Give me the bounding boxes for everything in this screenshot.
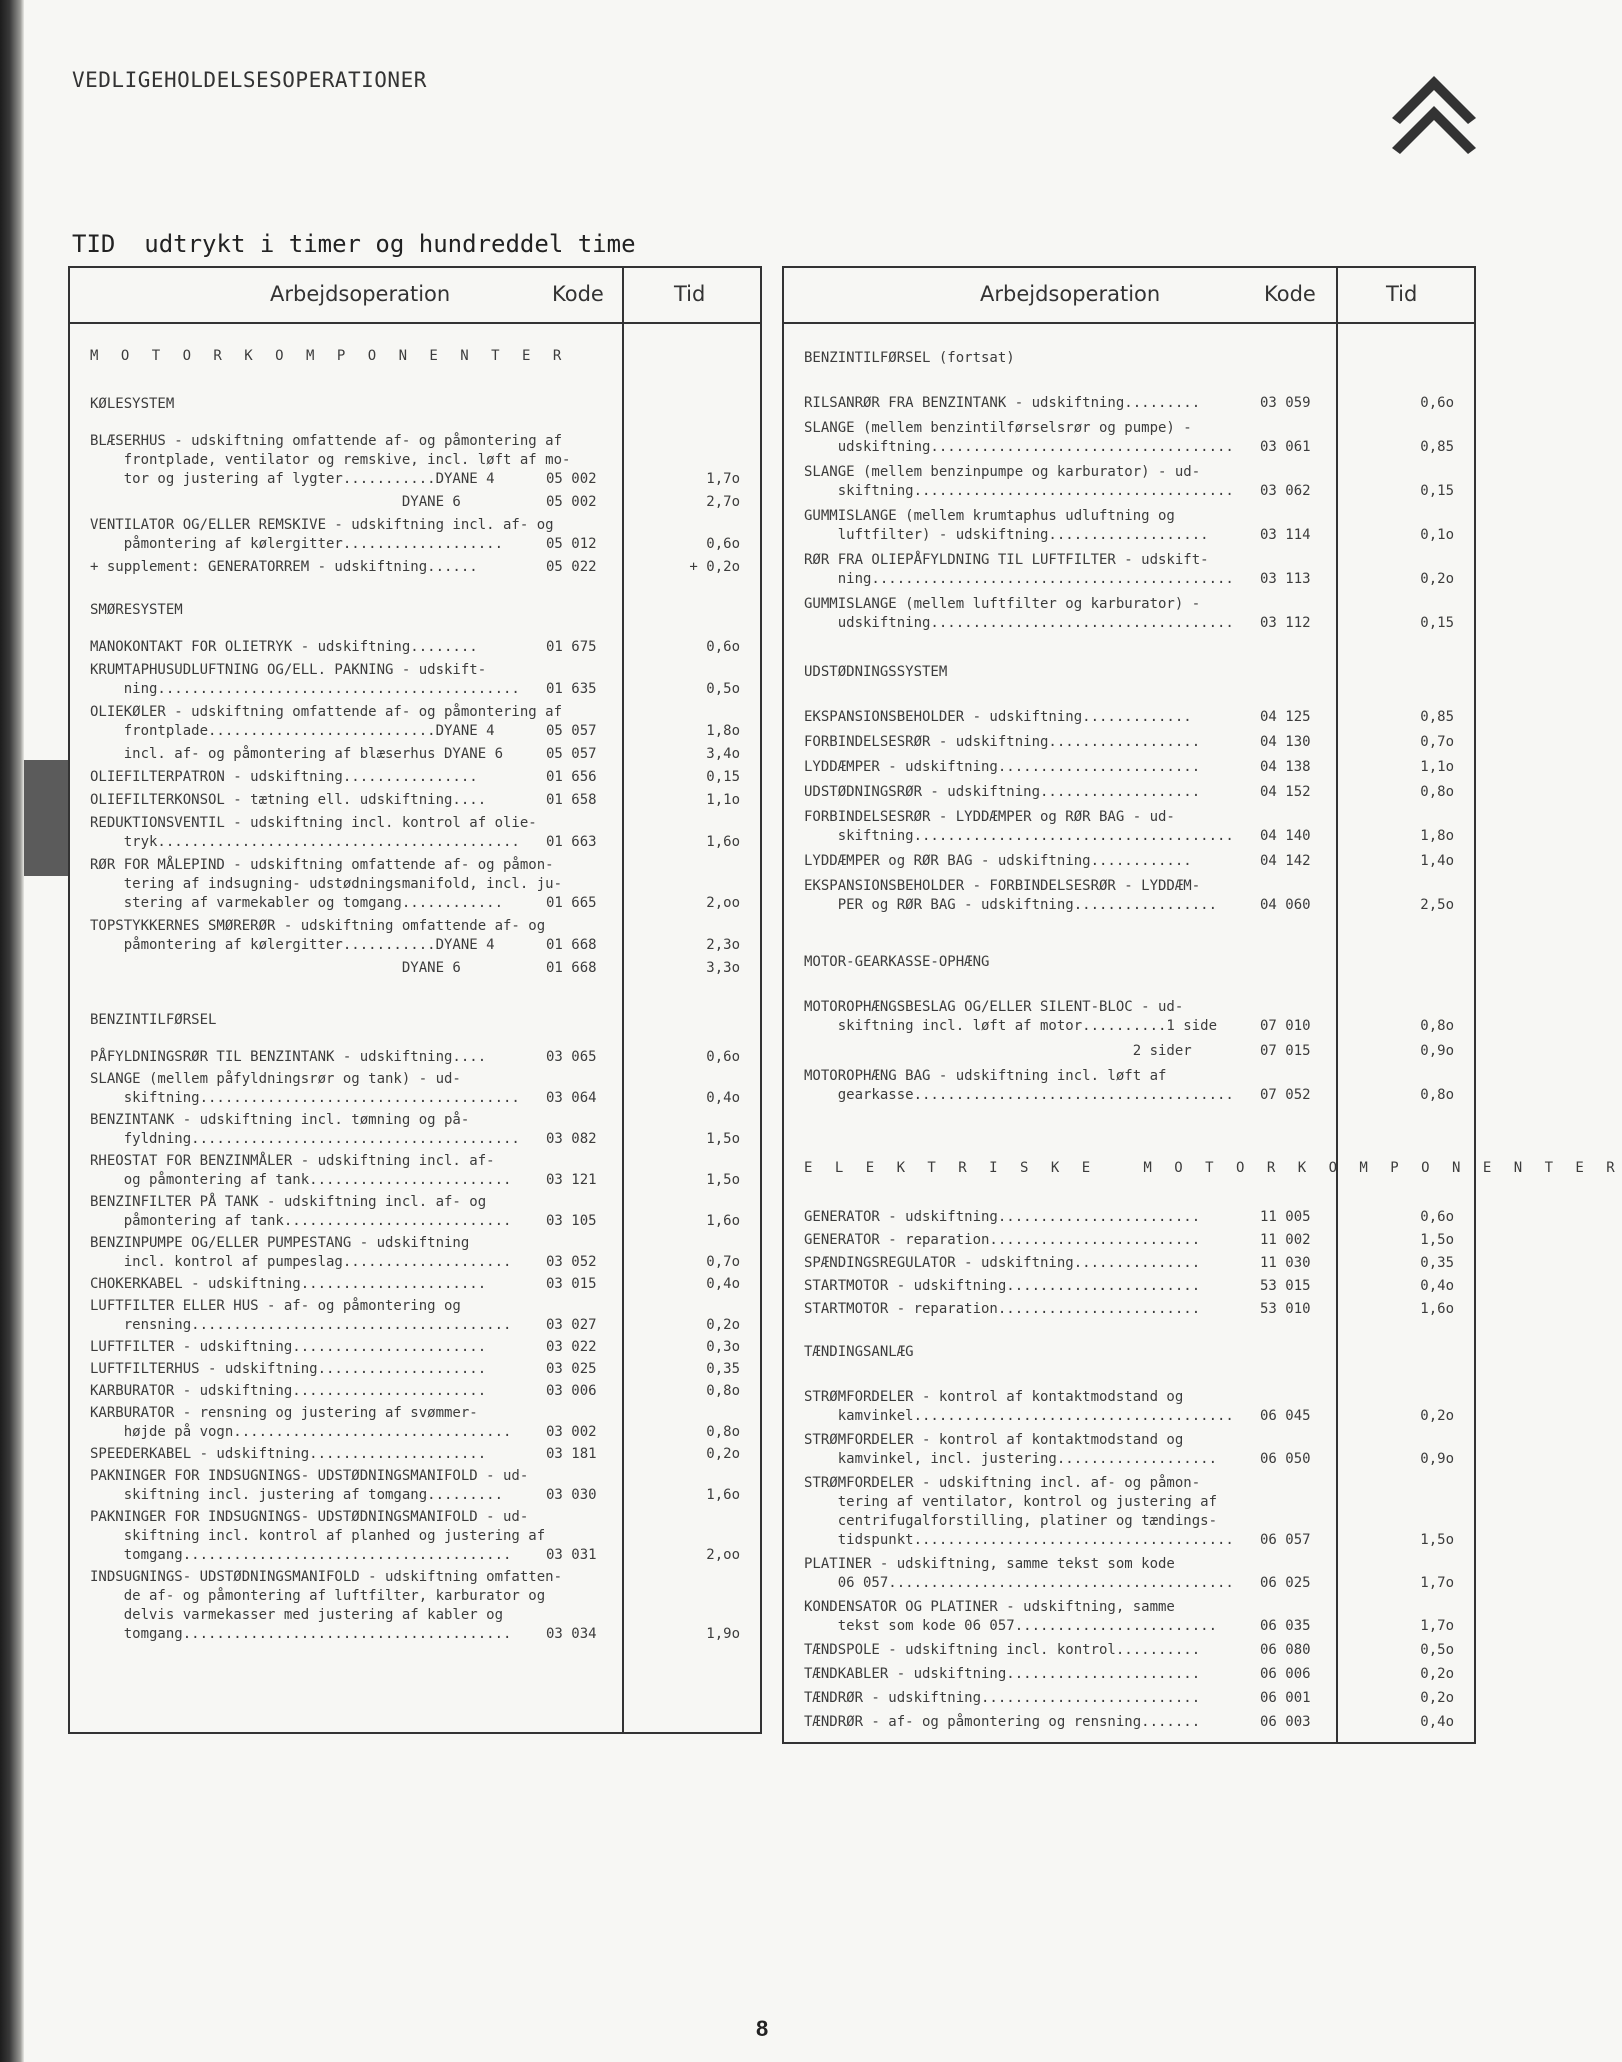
operation-time: 1,5o [706, 1131, 740, 1147]
operation-code: 03 006 [546, 1383, 597, 1399]
operation-time: 0,2o [1420, 1690, 1454, 1706]
binding-tab [24, 760, 68, 876]
operation-code: 11 030 [1260, 1255, 1311, 1271]
operation-description: OLIEKØLER - udskiftning omfattende af- og påmontering af frontplade...........................DYANE 4 [90, 704, 563, 739]
operation-code: 03 062 [1260, 483, 1311, 499]
operation-description: CHOKERKABEL - udskiftning...................... [90, 1276, 487, 1292]
operation-description: KONDENSATOR OG PLATINER - udskiftning, samme tekst som kode 06 057........................ [804, 1599, 1218, 1634]
operation-code: 03 061 [1260, 439, 1311, 455]
operation-time: 2,oo [706, 895, 740, 911]
operation-time: 0,6o [706, 1049, 740, 1065]
operation-description: RØR FOR MÅLEPIND - udskiftning omfattende af- og påmon- tering af indsugning- udstødningsmanifold, incl. ju- stering af varmekabler og tomgang............ [90, 857, 563, 911]
operation-description: RILSANRØR FRA BENZINTANK - udskiftning......... [804, 395, 1201, 411]
operation-code: 01 658 [546, 792, 597, 808]
operation-code: 04 060 [1260, 897, 1311, 913]
operation-description: GUMMISLANGE (mellem luftfilter og karburator) - udskiftning.................................... [804, 596, 1234, 631]
header-operation: Arbejdsoperation [270, 282, 451, 306]
operation-time: 3,3o [706, 960, 740, 976]
operation-description: EKSPANSIONSBEHOLDER - udskiftning............. [804, 709, 1192, 725]
operation-code: 03 022 [546, 1339, 597, 1355]
operation-time: 1,6o [1420, 1301, 1454, 1317]
section-cooling-system: KØLESYSTEM [90, 396, 175, 412]
section-fuel-supply: BENZINTILFØRSEL [90, 1012, 217, 1028]
operation-code: 53 015 [1260, 1278, 1311, 1294]
operation-description: DYANE 6 [90, 960, 461, 976]
operation-code: 03 027 [546, 1317, 597, 1333]
operation-time: 0,85 [1420, 709, 1454, 725]
section-fuel-supply-continued: BENZINTILFØRSEL (fortsat) [804, 350, 1015, 366]
operation-description: SLANGE (mellem påfyldningsrør og tank) - ud- skiftning...................................... [90, 1071, 520, 1106]
operation-code: 01 656 [546, 769, 597, 785]
operation-description: LUFTFILTER - udskiftning....................... [90, 1339, 487, 1355]
operation-description: TÆNDSPOLE - udskiftning incl. kontrol.......... [804, 1642, 1201, 1658]
operation-description: STRØMFORDELER - kontrol af kontaktmodstand og kamvinkel, incl. justering................... [804, 1432, 1218, 1467]
operation-description: SLANGE (mellem benzinpumpe og karburator) - ud- skiftning...................................... [804, 464, 1234, 499]
operation-time: 0,6o [1420, 395, 1454, 411]
operation-code: 07 052 [1260, 1087, 1311, 1103]
operation-time: 0,2o [1420, 1666, 1454, 1682]
operation-time: 1,4o [1420, 853, 1454, 869]
header-code-right: Kode [1264, 282, 1316, 306]
operation-code: 06 001 [1260, 1690, 1311, 1706]
operation-code: 04 142 [1260, 853, 1311, 869]
header-operation-right: Arbejdsoperation [980, 282, 1161, 306]
operation-description: PAKNINGER FOR INDSUGNINGS- UDSTØDNINGSMANIFOLD - ud- skiftning incl. justering af tomgang......... [90, 1468, 529, 1503]
operation-time: 1,9o [706, 1626, 740, 1642]
operation-time: 0,15 [1420, 615, 1454, 631]
header-time-right: Tid [1386, 282, 1418, 306]
operation-description: KARBURATOR - rensning og justering af svømmer- højde på vogn................................. [90, 1405, 512, 1440]
operation-code: 06 045 [1260, 1408, 1311, 1424]
left-table-bottom-rule [68, 1732, 760, 1734]
operation-description: TOPSTYKKERNES SMØRERØR - udskiftning omfattende af- og påmontering af kølergitter...........DYANE 4 [90, 918, 546, 953]
operation-time: 1,1o [706, 792, 740, 808]
operation-code: 03 031 [546, 1547, 597, 1563]
operation-description: STRØMFORDELER - udskiftning incl. af- og påmon- tering af ventilator, kontrol og justering af centrifugalforstilling, platiner og tændings- tidspunkt...................................... [804, 1475, 1234, 1548]
operation-description: BLÆSERHUS - udskiftning omfattende af- og påmontering af frontplade, ventilator og remskive, incl. løft af mo- tor og justering af lygter...........DYANE 4 [90, 433, 571, 487]
operation-code: 03 064 [546, 1090, 597, 1106]
operation-time: 3,4o [706, 746, 740, 762]
double-chevron-logo-icon [1392, 72, 1476, 156]
operation-code: 03 112 [1260, 615, 1311, 631]
operation-description: incl. af- og påmontering af blæserhus DYANE 6 [90, 746, 504, 762]
operation-description: PAKNINGER FOR INDSUGNINGS- UDSTØDNINGSMANIFOLD - ud- skiftning incl. kontrol af planhed og justering af tomgang....................................... [90, 1509, 546, 1563]
operation-description: OLIEFILTERPATRON - udskiftning................ [90, 769, 478, 785]
operation-code: 01 663 [546, 834, 597, 850]
operation-time: 0,35 [706, 1361, 740, 1377]
operation-time: + 0,2o [689, 559, 740, 575]
operation-code: 06 006 [1260, 1666, 1311, 1682]
operation-time: 0,6o [706, 639, 740, 655]
operation-time: 2,7o [706, 494, 740, 510]
operation-time: 0,4o [1420, 1714, 1454, 1730]
operation-description: BENZINTANK - udskiftning incl. tømning og på- fyldning....................................... [90, 1112, 520, 1147]
section-engine-gearbox-mounting: MOTOR-GEARKASSE-OPHÆNG [804, 954, 990, 970]
operation-time: 1,5o [1420, 1232, 1454, 1248]
operation-time: 2,5o [1420, 897, 1454, 913]
operation-description: RØR FRA OLIEPÅFYLDNING TIL LUFTFILTER - udskift- ning........................................... [804, 552, 1234, 587]
operation-code: 53 010 [1260, 1301, 1311, 1317]
operation-time: 0,4o [706, 1090, 740, 1106]
operation-time: 0,6o [1420, 1209, 1454, 1225]
operation-description: + supplement: GENERATORREM - udskiftning...... [90, 559, 478, 575]
operation-description: MANOKONTAKT FOR OLIETRYK - udskiftning........ [90, 639, 478, 655]
operation-description: LUFTFILTER ELLER HUS - af- og påmontering og rensning...................................... [90, 1298, 512, 1333]
right-table [782, 266, 1622, 1744]
operation-description: FORBINDELSESRØR - LYDDÆMPER og RØR BAG - ud- skiftning...................................... [804, 809, 1234, 844]
operation-time: 1,7o [1420, 1575, 1454, 1591]
operation-description: FORBINDELSESRØR - udskiftning.................. [804, 734, 1201, 750]
operation-code: 03 025 [546, 1361, 597, 1377]
operation-description: 2 sider [804, 1043, 1192, 1059]
operation-time: 1,5o [706, 1172, 740, 1188]
operation-time: 0,7o [706, 1254, 740, 1270]
operation-code: 03 121 [546, 1172, 597, 1188]
operation-time: 0,6o [706, 536, 740, 552]
operation-description: OLIEFILTERKONSOL - tætning ell. udskiftning.... [90, 792, 487, 808]
operation-time: 0,8o [706, 1424, 740, 1440]
section-lubrication-system: SMØRESYSTEM [90, 602, 183, 618]
operation-time: 0,9o [1420, 1451, 1454, 1467]
operation-code: 05 012 [546, 536, 597, 552]
operation-code: 03 052 [546, 1254, 597, 1270]
operation-description: GENERATOR - reparation......................... [804, 1232, 1201, 1248]
operation-code: 07 015 [1260, 1043, 1311, 1059]
operation-description: LUFTFILTERHUS - udskiftning.................... [90, 1361, 487, 1377]
operation-time: 1,5o [1420, 1532, 1454, 1548]
operation-code: 06 080 [1260, 1642, 1311, 1658]
operation-code: 03 181 [546, 1446, 597, 1462]
operation-time: 0,9o [1420, 1043, 1454, 1059]
operation-time: 0,3o [706, 1339, 740, 1355]
operation-code: 05 002 [546, 471, 597, 487]
operation-description: KARBURATOR - udskiftning....................... [90, 1383, 487, 1399]
operation-time: 1,6o [706, 1487, 740, 1503]
section-electric-motor-components: E L E K T R I S K E M O T O R K O M P O N E N T E R [804, 1160, 1622, 1176]
operation-code: 06 003 [1260, 1714, 1311, 1730]
operation-time: 1,8o [1420, 828, 1454, 844]
operation-description: DYANE 6 [90, 494, 461, 510]
operation-description: MOTOROPHÆNGSBESLAG OG/ELLER SILENT-BLOC - ud- skiftning incl. løft af motor..........1 side [804, 999, 1218, 1034]
operation-code: 07 010 [1260, 1018, 1311, 1034]
operation-time: 0,1o [1420, 527, 1454, 543]
operation-code: 06 057 [1260, 1532, 1311, 1548]
operation-description: VENTILATOR OG/ELLER REMSKIVE - udskiftning incl. af- og påmontering af kølergitter................... [90, 517, 554, 552]
time-unit-subtitle: TID udtrykt i timer og hundreddel time [72, 230, 636, 258]
operation-time: 0,2o [706, 1446, 740, 1462]
operation-time: 0,2o [1420, 1408, 1454, 1424]
operation-code: 03 114 [1260, 527, 1311, 543]
operation-time: 0,8o [1420, 1087, 1454, 1103]
operation-description: LYDDÆMPER - udskiftning........................ [804, 759, 1201, 775]
operation-code: 04 125 [1260, 709, 1311, 725]
operation-time: 0,5o [1420, 1642, 1454, 1658]
operation-code: 05 057 [546, 723, 597, 739]
operation-code: 05 002 [546, 494, 597, 510]
operation-description: BENZINPUMPE OG/ELLER PUMPESTANG - udskiftning incl. kontrol af pumpeslag.................... [90, 1235, 512, 1270]
operation-description: SPÆNDINGSREGULATOR - udskiftning............... [804, 1255, 1201, 1271]
left-table [68, 266, 762, 1734]
header-time: Tid [674, 282, 706, 306]
operation-code: 03 015 [546, 1276, 597, 1292]
operation-code: 03 030 [546, 1487, 597, 1503]
operation-time: 0,15 [706, 769, 740, 785]
operation-code: 11 005 [1260, 1209, 1311, 1225]
operation-code: 01 675 [546, 639, 597, 655]
operation-time: 1,7o [706, 471, 740, 487]
binding-edge [0, 0, 24, 2062]
operation-time: 2,3o [706, 937, 740, 953]
operation-time: 1,1o [1420, 759, 1454, 775]
operation-description: REDUKTIONSVENTIL - udskiftning incl. kontrol af olie- tryk........................................... [90, 815, 537, 850]
operation-code: 06 035 [1260, 1618, 1311, 1634]
operation-description: INDSUGNINGS- UDSTØDNINGSMANIFOLD - udskiftning omfatten- de af- og påmontering af luftfilter, karburator og delvis varmekasser med justering af kabler og tomgang....................................... [90, 1569, 563, 1642]
operation-description: RHEOSTAT FOR BENZINMÅLER - udskiftning incl. af- og påmontering af tank........................ [90, 1153, 512, 1188]
operation-time: 0,8o [706, 1383, 740, 1399]
operation-time: 0,5o [706, 681, 740, 697]
operation-code: 04 130 [1260, 734, 1311, 750]
operation-code: 05 057 [546, 746, 597, 762]
right-table-bottom-rule [782, 1742, 1474, 1744]
operation-code: 01 665 [546, 895, 597, 911]
operation-time: 0,15 [1420, 483, 1454, 499]
operation-time: 0,2o [1420, 571, 1454, 587]
page-number: 8 [756, 2016, 769, 2041]
operation-code: 05 022 [546, 559, 597, 575]
operation-description: BENZINFILTER PÅ TANK - udskiftning incl. af- og påmontering af tank........................... [90, 1194, 512, 1229]
operation-description: UDSTØDNINGSRØR - udskiftning................... [804, 784, 1201, 800]
operation-code: 03 105 [546, 1213, 597, 1229]
operation-code: 04 138 [1260, 759, 1311, 775]
operation-code: 04 140 [1260, 828, 1311, 844]
operation-description: MOTOROPHÆNG BAG - udskiftning incl. løft af gearkasse...................................... [804, 1068, 1234, 1103]
operation-code: 01 668 [546, 937, 597, 953]
operation-description: TÆNDRØR - af- og påmontering og rensning....... [804, 1714, 1201, 1730]
operation-time: 0,2o [706, 1317, 740, 1333]
operation-description: STARTMOTOR - udskiftning....................... [804, 1278, 1201, 1294]
operation-time: 1,8o [706, 723, 740, 739]
operation-code: 06 025 [1260, 1575, 1311, 1591]
operation-description: STARTMOTOR - reparation........................ [804, 1301, 1201, 1317]
header-code: Kode [552, 282, 604, 306]
section-ignition-system: TÆNDINGSANLÆG [804, 1344, 914, 1360]
operation-description: TÆNDRØR - udskiftning.......................... [804, 1690, 1201, 1706]
operation-code: 01 668 [546, 960, 597, 976]
operation-time: 0,4o [706, 1276, 740, 1292]
operation-code: 06 050 [1260, 1451, 1311, 1467]
operation-description: KRUMTAPHUSUDLUFTNING OG/ELL. PAKNING - udskift- ning........................................... [90, 662, 520, 697]
operation-code: 03 065 [546, 1049, 597, 1065]
operation-code: 01 635 [546, 681, 597, 697]
operation-description: SLANGE (mellem benzintilførselsrør og pumpe) - udskiftning.................................... [804, 420, 1234, 455]
operation-code: 03 082 [546, 1131, 597, 1147]
operation-description: EKSPANSIONSBEHOLDER - FORBINDELSESRØR - LYDDÆM- PER og RØR BAG - udskiftning................. [804, 878, 1218, 913]
operation-time: 1,6o [706, 1213, 740, 1229]
operation-code: 03 113 [1260, 571, 1311, 587]
operation-description: PLATINER - udskiftning, samme tekst som kode 06 057......................................... [804, 1556, 1234, 1591]
operation-description: LYDDÆMPER og RØR BAG - udskiftning............ [804, 853, 1192, 869]
operation-description: SPEEDERKABEL - udskiftning..................... [90, 1446, 487, 1462]
operation-time: 0,35 [1420, 1255, 1454, 1271]
operation-description: GUMMISLANGE (mellem krumtaphus udluftning og luftfilter) - udskiftning................... [804, 508, 1209, 543]
section-motor-components: M O T O R K O M P O N E N T E R [90, 348, 569, 364]
operation-code: 11 002 [1260, 1232, 1311, 1248]
operation-time: 2,oo [706, 1547, 740, 1563]
operation-description: PÅFYLDNINGSRØR TIL BENZINTANK - udskiftning.... [90, 1049, 487, 1065]
operation-code: 04 152 [1260, 784, 1311, 800]
operation-code: 03 059 [1260, 395, 1311, 411]
operation-code: 03 002 [546, 1424, 597, 1440]
operation-time: 0,85 [1420, 439, 1454, 455]
operation-description: GENERATOR - udskiftning........................ [804, 1209, 1201, 1225]
operation-time: 1,6o [706, 834, 740, 850]
operation-time: 1,7o [1420, 1618, 1454, 1634]
operation-time: 0,7o [1420, 734, 1454, 750]
operation-time: 0,8o [1420, 1018, 1454, 1034]
operation-time: 0,8o [1420, 784, 1454, 800]
operation-description: STRØMFORDELER - kontrol af kontaktmodstand og kamvinkel...................................... [804, 1389, 1234, 1424]
operation-time: 0,4o [1420, 1278, 1454, 1294]
operation-code: 03 034 [546, 1626, 597, 1642]
page-header-title: VEDLIGEHOLDELSESOPERATIONER [72, 68, 427, 92]
operation-description: TÆNDKABLER - udskiftning....................... [804, 1666, 1201, 1682]
section-exhaust-system: UDSTØDNINGSSYSTEM [804, 664, 948, 680]
